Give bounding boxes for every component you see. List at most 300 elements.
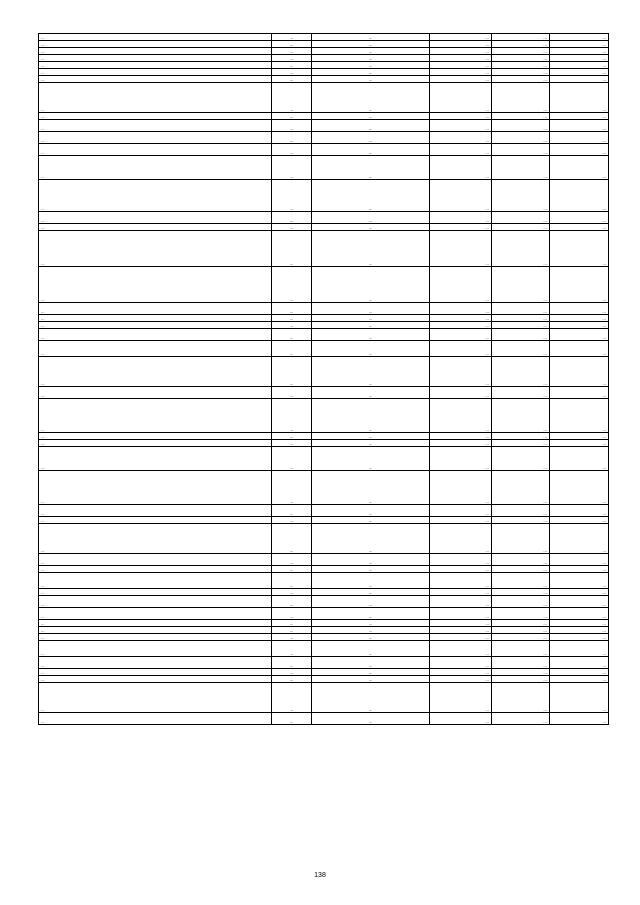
row-classification: ... <box>312 48 430 55</box>
row-amount-remaining: ... <box>550 34 609 41</box>
row-name: ... <box>39 683 272 713</box>
row-code: ... <box>272 48 312 55</box>
row-amount-executed: ... <box>492 676 550 683</box>
row-code: ... <box>272 322 312 329</box>
row-amount-executed: ... <box>492 315 550 322</box>
row-code: ... <box>272 620 312 627</box>
table-row <box>39 713 609 725</box>
row-amount-remaining: ... <box>550 433 609 440</box>
row-amount-executed: ... <box>492 596 550 608</box>
row-amount-executed: ... <box>492 634 550 641</box>
row-amount-planned: ... <box>430 322 492 329</box>
row-amount-remaining: ... <box>550 440 609 447</box>
row-amount-executed: ... <box>492 83 550 113</box>
row-name: ... <box>39 315 272 322</box>
row-classification: ... <box>312 69 430 76</box>
row-classification: ... <box>312 627 430 634</box>
row-amount-planned: ... <box>430 471 492 505</box>
row-amount-remaining: ... <box>550 554 609 566</box>
row-amount-planned: ... <box>430 76 492 83</box>
row-amount-remaining: ... <box>550 76 609 83</box>
row-amount-planned: ... <box>430 387 492 399</box>
row-code: ... <box>272 144 312 156</box>
row-amount-executed: ... <box>492 156 550 180</box>
row-classification: ... <box>312 212 430 224</box>
row-amount-executed: ... <box>492 554 550 566</box>
row-amount-remaining: ... <box>550 322 609 329</box>
row-amount-executed: ... <box>492 447 550 471</box>
row-classification: ... <box>312 608 430 620</box>
row-code: ... <box>272 329 312 341</box>
row-code: ... <box>272 669 312 676</box>
row-amount-planned: ... <box>430 573 492 589</box>
table-body <box>39 34 609 725</box>
row-amount-executed: ... <box>492 589 550 596</box>
table-row <box>39 399 609 433</box>
row-amount-remaining: ... <box>550 669 609 676</box>
row-amount-planned: ... <box>430 212 492 224</box>
row-classification: ... <box>312 231 430 267</box>
row-amount-remaining: ... <box>550 608 609 620</box>
row-code: ... <box>272 608 312 620</box>
table-row <box>39 627 609 634</box>
row-name: ... <box>39 608 272 620</box>
row-amount-planned: ... <box>430 447 492 471</box>
row-amount-executed: ... <box>492 41 550 48</box>
table-row <box>39 69 609 76</box>
row-amount-planned: ... <box>430 683 492 713</box>
row-code: ... <box>272 212 312 224</box>
row-classification: ... <box>312 554 430 566</box>
table-row <box>39 505 609 517</box>
row-amount-remaining: ... <box>550 267 609 303</box>
table-row <box>39 212 609 224</box>
row-amount-remaining: ... <box>550 657 609 669</box>
row-amount-planned: ... <box>430 641 492 657</box>
row-name: ... <box>39 627 272 634</box>
row-name: ... <box>39 212 272 224</box>
row-classification: ... <box>312 62 430 69</box>
row-amount-planned: ... <box>430 517 492 524</box>
row-name: ... <box>39 303 272 315</box>
row-name: ... <box>39 554 272 566</box>
row-classification: ... <box>312 156 430 180</box>
row-amount-remaining: ... <box>550 627 609 634</box>
row-amount-executed: ... <box>492 69 550 76</box>
table-row <box>39 447 609 471</box>
row-code: ... <box>272 34 312 41</box>
row-code: ... <box>272 657 312 669</box>
row-classification: ... <box>312 471 430 505</box>
row-classification: ... <box>312 83 430 113</box>
row-classification: ... <box>312 303 430 315</box>
row-code: ... <box>272 517 312 524</box>
row-amount-remaining: ... <box>550 505 609 517</box>
row-name: ... <box>39 589 272 596</box>
row-amount-remaining: ... <box>550 620 609 627</box>
row-name: ... <box>39 471 272 505</box>
row-name: ... <box>39 156 272 180</box>
table-row <box>39 76 609 83</box>
row-code: ... <box>272 341 312 357</box>
row-name: ... <box>39 447 272 471</box>
row-amount-planned: ... <box>430 596 492 608</box>
row-amount-executed: ... <box>492 517 550 524</box>
table-row <box>39 224 609 231</box>
row-name: ... <box>39 69 272 76</box>
row-classification: ... <box>312 676 430 683</box>
row-amount-executed: ... <box>492 433 550 440</box>
row-amount-executed: ... <box>492 505 550 517</box>
row-name: ... <box>39 440 272 447</box>
row-amount-remaining: ... <box>550 231 609 267</box>
row-amount-remaining: ... <box>550 596 609 608</box>
row-amount-planned: ... <box>430 55 492 62</box>
row-code: ... <box>272 634 312 641</box>
row-name: ... <box>39 357 272 387</box>
row-code: ... <box>272 55 312 62</box>
row-classification: ... <box>312 524 430 554</box>
row-classification: ... <box>312 657 430 669</box>
row-amount-executed: ... <box>492 212 550 224</box>
row-amount-executed: ... <box>492 144 550 156</box>
row-code: ... <box>272 683 312 713</box>
table-row <box>39 83 609 113</box>
row-name: ... <box>39 62 272 69</box>
table-row <box>39 596 609 608</box>
row-classification: ... <box>312 573 430 589</box>
row-name: ... <box>39 669 272 676</box>
row-amount-executed: ... <box>492 641 550 657</box>
row-classification: ... <box>312 34 430 41</box>
row-code: ... <box>272 627 312 634</box>
row-classification: ... <box>312 113 430 120</box>
row-amount-planned: ... <box>430 132 492 144</box>
row-code: ... <box>272 303 312 315</box>
table-row <box>39 471 609 505</box>
row-amount-planned: ... <box>430 399 492 433</box>
row-code: ... <box>272 440 312 447</box>
row-amount-executed: ... <box>492 683 550 713</box>
row-name: ... <box>39 573 272 589</box>
row-amount-planned: ... <box>430 267 492 303</box>
table-row <box>39 433 609 440</box>
row-code: ... <box>272 399 312 433</box>
row-amount-executed: ... <box>492 620 550 627</box>
table-row <box>39 524 609 554</box>
table-row <box>39 55 609 62</box>
table-row <box>39 554 609 566</box>
row-amount-remaining: ... <box>550 144 609 156</box>
table-row <box>39 608 609 620</box>
row-code: ... <box>272 713 312 725</box>
row-amount-remaining: ... <box>550 683 609 713</box>
table-row <box>39 315 609 322</box>
row-amount-remaining: ... <box>550 156 609 180</box>
row-code: ... <box>272 554 312 566</box>
row-amount-planned: ... <box>430 440 492 447</box>
table-row <box>39 303 609 315</box>
row-amount-planned: ... <box>430 231 492 267</box>
row-name: ... <box>39 657 272 669</box>
row-amount-planned: ... <box>430 657 492 669</box>
row-classification: ... <box>312 41 430 48</box>
row-code: ... <box>272 641 312 657</box>
row-classification: ... <box>312 634 430 641</box>
row-amount-executed: ... <box>492 399 550 433</box>
row-name: ... <box>39 634 272 641</box>
row-classification: ... <box>312 683 430 713</box>
row-amount-executed: ... <box>492 341 550 357</box>
row-amount-planned: ... <box>430 634 492 641</box>
row-classification: ... <box>312 596 430 608</box>
row-amount-remaining: ... <box>550 329 609 341</box>
row-amount-remaining: ... <box>550 83 609 113</box>
row-amount-remaining: ... <box>550 62 609 69</box>
row-amount-planned: ... <box>430 713 492 725</box>
table-row <box>39 669 609 676</box>
row-amount-remaining: ... <box>550 447 609 471</box>
row-name: ... <box>39 34 272 41</box>
row-name: ... <box>39 180 272 212</box>
row-name: ... <box>39 433 272 440</box>
row-classification: ... <box>312 341 430 357</box>
table-row <box>39 683 609 713</box>
row-amount-executed: ... <box>492 329 550 341</box>
row-amount-remaining: ... <box>550 120 609 132</box>
row-code: ... <box>272 76 312 83</box>
table-row <box>39 48 609 55</box>
row-name: ... <box>39 41 272 48</box>
row-amount-remaining: ... <box>550 357 609 387</box>
row-amount-remaining: ... <box>550 589 609 596</box>
row-amount-remaining: ... <box>550 303 609 315</box>
row-amount-planned: ... <box>430 144 492 156</box>
row-code: ... <box>272 471 312 505</box>
row-code: ... <box>272 180 312 212</box>
row-amount-planned: ... <box>430 620 492 627</box>
row-name: ... <box>39 329 272 341</box>
table-row <box>39 180 609 212</box>
row-classification: ... <box>312 224 430 231</box>
row-code: ... <box>272 83 312 113</box>
page-number: 138 <box>314 872 326 879</box>
row-amount-planned: ... <box>430 180 492 212</box>
table-row <box>39 387 609 399</box>
row-amount-remaining: ... <box>550 676 609 683</box>
row-code: ... <box>272 156 312 180</box>
row-code: ... <box>272 132 312 144</box>
row-amount-executed: ... <box>492 669 550 676</box>
row-amount-remaining: ... <box>550 566 609 573</box>
row-name: ... <box>39 517 272 524</box>
row-code: ... <box>272 524 312 554</box>
row-amount-planned: ... <box>430 83 492 113</box>
row-amount-executed: ... <box>492 357 550 387</box>
budget-table <box>38 33 609 725</box>
row-classification: ... <box>312 322 430 329</box>
row-amount-remaining: ... <box>550 180 609 212</box>
row-code: ... <box>272 676 312 683</box>
row-code: ... <box>272 315 312 322</box>
table-row <box>39 144 609 156</box>
row-name: ... <box>39 322 272 329</box>
row-code: ... <box>272 69 312 76</box>
row-amount-planned: ... <box>430 329 492 341</box>
row-amount-remaining: ... <box>550 55 609 62</box>
row-amount-executed: ... <box>492 440 550 447</box>
row-amount-planned: ... <box>430 589 492 596</box>
row-name: ... <box>39 55 272 62</box>
table-row <box>39 566 609 573</box>
row-amount-executed: ... <box>492 566 550 573</box>
row-name: ... <box>39 231 272 267</box>
row-amount-remaining: ... <box>550 69 609 76</box>
row-amount-executed: ... <box>492 34 550 41</box>
row-amount-executed: ... <box>492 267 550 303</box>
row-amount-executed: ... <box>492 524 550 554</box>
row-code: ... <box>272 566 312 573</box>
row-name: ... <box>39 596 272 608</box>
row-amount-planned: ... <box>430 554 492 566</box>
row-amount-executed: ... <box>492 471 550 505</box>
row-name: ... <box>39 620 272 627</box>
row-code: ... <box>272 62 312 69</box>
row-amount-executed: ... <box>492 573 550 589</box>
row-code: ... <box>272 224 312 231</box>
table-row <box>39 634 609 641</box>
row-classification: ... <box>312 357 430 387</box>
row-name: ... <box>39 132 272 144</box>
row-classification: ... <box>312 433 430 440</box>
row-amount-planned: ... <box>430 41 492 48</box>
row-amount-executed: ... <box>492 657 550 669</box>
table-row <box>39 267 609 303</box>
row-amount-remaining: ... <box>550 399 609 433</box>
row-name: ... <box>39 113 272 120</box>
row-amount-planned: ... <box>430 524 492 554</box>
row-code: ... <box>272 120 312 132</box>
row-classification: ... <box>312 505 430 517</box>
row-amount-remaining: ... <box>550 113 609 120</box>
table-row <box>39 322 609 329</box>
row-classification: ... <box>312 329 430 341</box>
row-classification: ... <box>312 641 430 657</box>
row-amount-remaining: ... <box>550 713 609 725</box>
row-code: ... <box>272 596 312 608</box>
row-classification: ... <box>312 669 430 676</box>
table-row <box>39 329 609 341</box>
row-amount-executed: ... <box>492 322 550 329</box>
table-row <box>39 357 609 387</box>
row-classification: ... <box>312 440 430 447</box>
row-amount-planned: ... <box>430 433 492 440</box>
row-name: ... <box>39 48 272 55</box>
row-name: ... <box>39 387 272 399</box>
row-code: ... <box>272 267 312 303</box>
row-name: ... <box>39 566 272 573</box>
row-name: ... <box>39 83 272 113</box>
table-row <box>39 34 609 41</box>
row-amount-planned: ... <box>430 341 492 357</box>
row-amount-executed: ... <box>492 48 550 55</box>
row-code: ... <box>272 573 312 589</box>
row-amount-planned: ... <box>430 505 492 517</box>
row-amount-remaining: ... <box>550 224 609 231</box>
row-amount-planned: ... <box>430 156 492 180</box>
row-amount-executed: ... <box>492 55 550 62</box>
row-name: ... <box>39 76 272 83</box>
table-row <box>39 156 609 180</box>
row-classification: ... <box>312 399 430 433</box>
row-classification: ... <box>312 387 430 399</box>
row-classification: ... <box>312 180 430 212</box>
row-amount-planned: ... <box>430 676 492 683</box>
row-classification: ... <box>312 120 430 132</box>
row-amount-planned: ... <box>430 669 492 676</box>
row-amount-planned: ... <box>430 608 492 620</box>
row-amount-planned: ... <box>430 34 492 41</box>
row-classification: ... <box>312 713 430 725</box>
row-classification: ... <box>312 517 430 524</box>
row-code: ... <box>272 231 312 267</box>
row-amount-executed: ... <box>492 713 550 725</box>
row-amount-remaining: ... <box>550 212 609 224</box>
row-code: ... <box>272 505 312 517</box>
row-classification: ... <box>312 589 430 596</box>
row-amount-remaining: ... <box>550 387 609 399</box>
row-amount-executed: ... <box>492 180 550 212</box>
row-amount-planned: ... <box>430 303 492 315</box>
row-amount-planned: ... <box>430 69 492 76</box>
row-classification: ... <box>312 76 430 83</box>
row-classification: ... <box>312 144 430 156</box>
row-name: ... <box>39 713 272 725</box>
row-name: ... <box>39 505 272 517</box>
row-classification: ... <box>312 315 430 322</box>
row-name: ... <box>39 267 272 303</box>
row-amount-planned: ... <box>430 48 492 55</box>
table-row <box>39 132 609 144</box>
row-amount-remaining: ... <box>550 48 609 55</box>
row-amount-planned: ... <box>430 224 492 231</box>
row-amount-planned: ... <box>430 62 492 69</box>
row-amount-executed: ... <box>492 113 550 120</box>
table-row <box>39 62 609 69</box>
row-amount-executed: ... <box>492 76 550 83</box>
table-row <box>39 517 609 524</box>
row-amount-executed: ... <box>492 387 550 399</box>
row-name: ... <box>39 224 272 231</box>
row-code: ... <box>272 113 312 120</box>
row-amount-planned: ... <box>430 357 492 387</box>
row-code: ... <box>272 387 312 399</box>
row-amount-executed: ... <box>492 231 550 267</box>
table-row <box>39 620 609 627</box>
row-amount-remaining: ... <box>550 132 609 144</box>
table-row <box>39 341 609 357</box>
row-amount-planned: ... <box>430 566 492 573</box>
table-row <box>39 676 609 683</box>
row-name: ... <box>39 341 272 357</box>
table-row <box>39 41 609 48</box>
table-row <box>39 589 609 596</box>
row-amount-remaining: ... <box>550 341 609 357</box>
row-amount-remaining: ... <box>550 524 609 554</box>
table-row <box>39 120 609 132</box>
row-name: ... <box>39 524 272 554</box>
row-amount-remaining: ... <box>550 41 609 48</box>
